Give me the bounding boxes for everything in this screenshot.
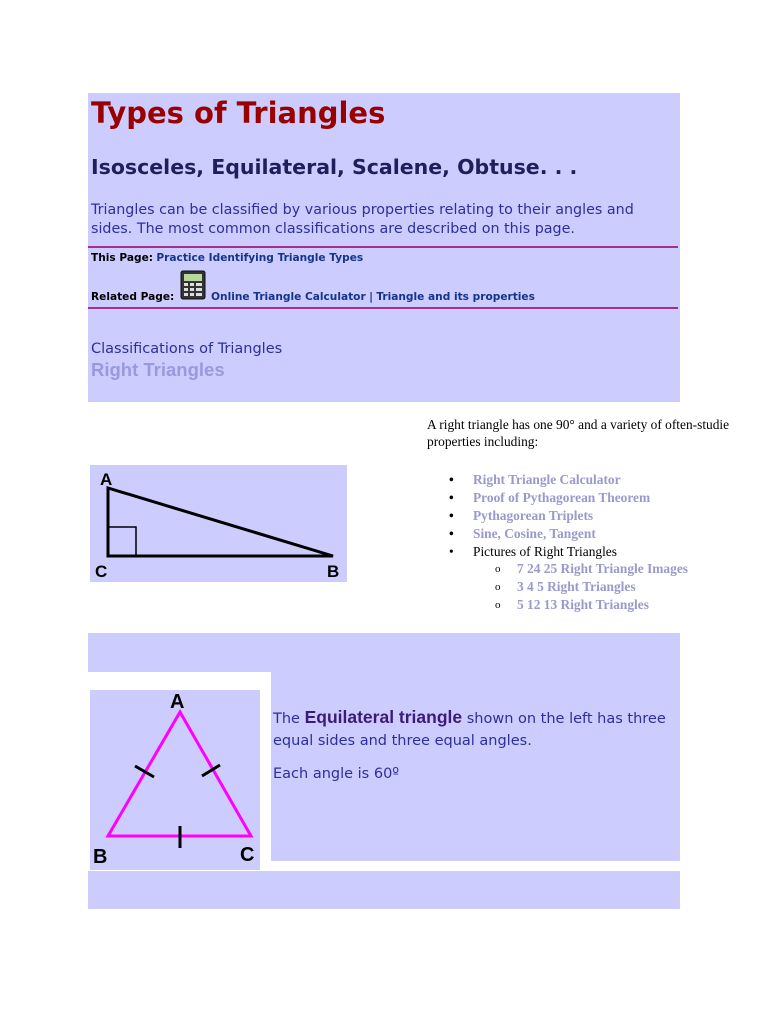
images-5-12-13-link[interactable]: 5 12 13 Right Triangles xyxy=(517,597,649,612)
equilateral-description xyxy=(273,706,677,752)
this-page-label: This Page: xyxy=(91,252,154,264)
right-triangle-figure xyxy=(90,465,347,582)
vertex-label-b: B xyxy=(327,562,340,581)
equilateral-angle-note: Each angle is 60º xyxy=(273,766,400,782)
vertex-label-c: C xyxy=(240,844,255,866)
pythagorean-proof-link[interactable]: Proof of Pythagorean Theorem xyxy=(473,490,651,505)
link-separator: | xyxy=(369,291,373,303)
bottom-band xyxy=(88,871,680,909)
list-item: • Pictures of Right Triangles xyxy=(449,544,617,559)
divider-top xyxy=(88,246,678,248)
calculator-icon[interactable] xyxy=(180,270,206,311)
equilateral-emphasis: Equilateral triangle xyxy=(304,707,463,727)
sine-cosine-tangent-link[interactable]: Sine, Cosine, Tangent xyxy=(473,526,596,541)
right-triangles-heading: Right Triangles xyxy=(91,359,225,380)
vertex-label-a: A xyxy=(170,691,185,713)
list-item[interactable]: • Right Triangle Calculator xyxy=(449,472,621,487)
right-triangle-topics xyxy=(448,471,650,561)
right-triangle-description xyxy=(427,416,768,450)
list-item[interactable]: • Pythagorean Triplets xyxy=(449,508,594,523)
pictures-label: Pictures of Right Triangles xyxy=(473,544,617,559)
right-triangle-description-text: A right triangle has one 90° and a variety of often-studie properties including: xyxy=(427,417,730,449)
list-item[interactable]: • Sine, Cosine, Tangent xyxy=(449,526,596,541)
divider-bottom xyxy=(88,307,678,309)
triangle-properties-link[interactable]: Triangle and its properties xyxy=(376,291,535,303)
list-item[interactable]: o 3 4 5 Right Triangles xyxy=(495,579,636,594)
right-triangle-diagram xyxy=(90,465,347,582)
equilateral-triangle-shape xyxy=(108,712,251,836)
related-page-label: Related Page: xyxy=(91,291,175,303)
images-7-24-25-link[interactable]: 7 24 25 Right Triangle Images xyxy=(517,561,688,576)
intro-text: Triangles can be classified by various properties relating to their angles and sides. The most common classifications are described on this page. xyxy=(91,202,634,237)
right-angle-marker xyxy=(108,527,136,556)
vertex-label-c: C xyxy=(95,562,108,581)
right-triangle-pictures xyxy=(495,560,688,614)
practice-link[interactable]: Practice Identifying Triangle Types xyxy=(156,252,364,264)
this-page-line xyxy=(91,252,363,264)
triangle-calculator-link[interactable]: Online Triangle Calculator xyxy=(211,291,366,303)
page-title: Types of Triangles xyxy=(91,96,386,130)
equilateral-figure xyxy=(90,690,260,870)
vertex-label-b: B xyxy=(93,846,108,868)
right-triangle-calculator-link[interactable]: Right Triangle Calculator xyxy=(473,472,621,487)
equilateral-diagram xyxy=(90,690,260,870)
equilateral-text-prefix: The xyxy=(273,711,300,727)
list-item[interactable]: • Proof of Pythagorean Theorem xyxy=(449,490,651,505)
equilateral-text-suffix: shown on the left has three equal sides and three equal angles. xyxy=(273,711,666,749)
vertex-label-a: A xyxy=(100,470,113,489)
list-item[interactable]: o 7 24 25 Right Triangle Images xyxy=(495,561,688,576)
equilateral-band xyxy=(88,633,680,672)
list-item[interactable]: o 5 12 13 Right Triangles xyxy=(495,597,649,612)
related-page-line xyxy=(91,270,535,303)
page-subtitle: Isosceles, Equilateral, Scalene, Obtuse. . . xyxy=(91,155,578,179)
classifications-heading: Classifications of Triangles xyxy=(91,341,283,357)
right-triangle-shape xyxy=(108,488,333,556)
images-3-4-5-link[interactable]: 3 4 5 Right Triangles xyxy=(517,579,636,594)
pythagorean-triplets-link[interactable]: Pythagorean Triplets xyxy=(473,508,594,523)
